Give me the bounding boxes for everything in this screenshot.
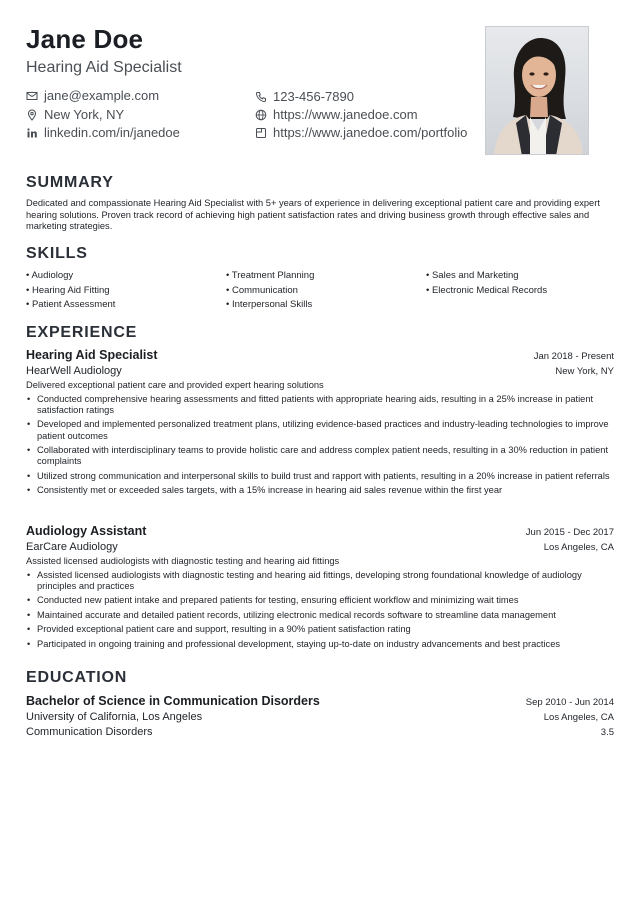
candidate-name: Jane Doe (26, 24, 144, 54)
job-company: HearWell Audiology (26, 365, 122, 377)
profile-photo (485, 26, 589, 155)
school-location: Los Angeles, CA (543, 712, 614, 723)
globe-icon (255, 109, 267, 121)
degree-title: Bachelor of Science in Communication Disorders (26, 694, 320, 708)
location-pin-icon (26, 109, 38, 121)
education-entry (26, 694, 614, 738)
bullet-item: • Participated in ongoing training and professional development, staying up-to-date on industry advancements and best practices (26, 639, 614, 650)
mail-icon (26, 90, 38, 102)
portfolio-icon (255, 127, 267, 139)
bullet-item: • Provided exceptional patient care and support, resulting in a 90% patient satisfaction rating (26, 624, 614, 635)
job-dates: Jan 2018 - Present (533, 351, 614, 362)
contact-location (26, 107, 124, 122)
job-description: Delivered exceptional patient care and provided expert hearing solutions (26, 380, 324, 390)
skill-item: • Patient Assessment (26, 299, 226, 311)
job-location: Los Angeles, CA (543, 542, 614, 553)
bullet-item: • Consistently met or exceeded sales targets, with a 15% increase in hearing aid sales revenue within the first year (26, 485, 614, 496)
bullet-item: • Collaborated with interdisciplinary teams to provide holistic care and address complex patient needs, resulting in a 30% reduction in patient complaints (26, 445, 614, 468)
gpa: 3.5 (600, 727, 614, 738)
education-dates: Sep 2010 - Jun 2014 (525, 697, 614, 708)
phone-text: 123-456-7890 (273, 89, 354, 104)
contact-portfolio[interactable] (255, 125, 467, 140)
skills-list (26, 270, 626, 311)
skill-item: • Communication (226, 285, 426, 297)
job-location: New York, NY (555, 366, 614, 377)
email-text: jane@example.com (44, 88, 160, 103)
bullet-item: • Conducted new patient intake and prepared patients for testing, ensuring efficient workflow and minimizing wait times (26, 595, 614, 606)
bullet-item: • Assisted licensed audiologists with diagnostic testing and hearing aid fittings, developing strong foundational knowledge of audiology principles and practices (26, 570, 614, 593)
job-description: Assisted licensed audiologists with diagnostic testing and hearing aid fittings (26, 556, 340, 566)
linkedin-text: linkedin.com/in/janedoe (44, 125, 180, 140)
linkedin-icon (26, 127, 38, 139)
bullet-item: • Maintained accurate and detailed patient records, utilizing electronic medical records software to streamline data management (26, 610, 614, 621)
phone-icon (255, 91, 267, 103)
skill-item: • Sales and Marketing (426, 270, 626, 282)
contact-linkedin[interactable] (26, 125, 180, 140)
summary-text: Dedicated and compassionate Hearing Aid Specialist with 5+ years of experience in delivering exceptional patient care and providing expert hearing solutions. Proven track record of achieving high patient satisfaction rates and driving business growth through effective sales and marketing strategies. (26, 198, 600, 231)
school-name: University of California, Los Angeles (26, 711, 203, 723)
location-text: New York, NY (44, 107, 125, 122)
summary-heading: SUMMARY (26, 174, 114, 191)
contact-website[interactable] (255, 107, 418, 122)
job-entry-1 (26, 348, 614, 500)
contact-email[interactable] (26, 88, 159, 103)
skills-heading: SKILLS (26, 245, 88, 262)
job-bullets (26, 394, 614, 497)
skill-item: • Treatment Planning (226, 270, 426, 282)
skill-item: • Hearing Aid Fitting (26, 285, 226, 297)
website-text: https://www.janedoe.com (273, 107, 418, 122)
skill-item: • Interpersonal Skills (226, 299, 426, 311)
candidate-title: Hearing Aid Specialist (26, 59, 182, 76)
job-entry-2 (26, 524, 614, 653)
job-title: Audiology Assistant (26, 524, 147, 538)
bullet-item: • Utilized strong communication and interpersonal skills to build trust and rapport with patients, resulting in a 20% increase in patient referrals (26, 471, 614, 482)
job-company: EarCare Audiology (26, 541, 118, 553)
job-bullets (26, 570, 614, 651)
skill-item: • Electronic Medical Records (426, 285, 626, 297)
skill-item: • Audiology (26, 270, 226, 282)
portfolio-text: https://www.janedoe.com/portfolio (273, 125, 468, 140)
bullet-item: • Developed and implemented personalized treatment plans, utilizing evidence-based practices and industry-leading technologies to improve patient outcomes (26, 419, 614, 442)
bullet-item: • Conducted comprehensive hearing assessments and fitted patients with appropriate hearing aids, resulting in a 25% increase in patient satisfaction ratings (26, 394, 614, 417)
contact-phone[interactable] (255, 89, 354, 104)
experience-heading: EXPERIENCE (26, 324, 138, 341)
education-heading: EDUCATION (26, 669, 128, 686)
job-dates: Jun 2015 - Dec 2017 (525, 527, 614, 538)
field-of-study: Communication Disorders (26, 726, 153, 738)
job-title: Hearing Aid Specialist (26, 348, 158, 362)
